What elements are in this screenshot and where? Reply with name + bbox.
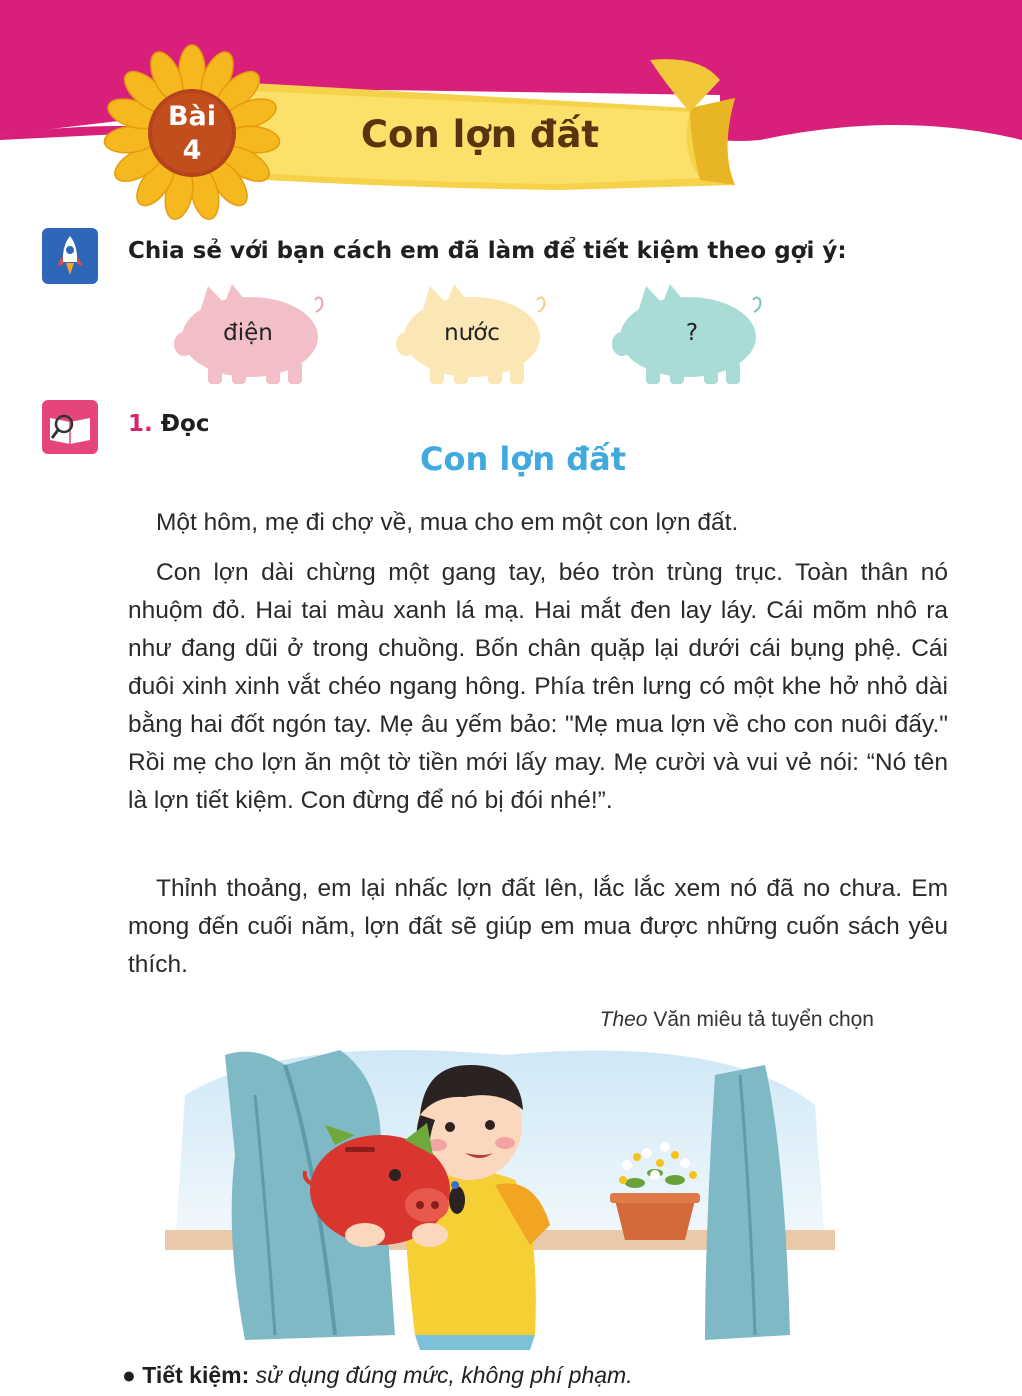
- reading-paragraph-1: Một hôm, mẹ đi chợ về, mua cho em một con lợn đất.: [156, 509, 739, 536]
- pig-label-electricity: điện: [223, 320, 273, 346]
- source-title: Văn miêu tả tuyển chọn: [653, 1008, 874, 1031]
- warmup-prompt: Chia sẻ với bạn cách em đã làm để tiết kiệm theo gợi ý:: [128, 238, 847, 264]
- section-title-reading: [128, 411, 209, 437]
- source-prefix: Theo: [599, 1008, 648, 1031]
- glossary-definition: sử dụng đúng mức, không phí phạm.: [255, 1362, 633, 1388]
- reading-paragraph-3: Thỉnh thoảng, em lại nhấc lợn đất lên, lắc lắc xem nó đã no chưa. Em mong đến cuối năm, lợn đất sẽ giúp em mua được những cuốn sách yêu thích.: [128, 875, 948, 978]
- section-number: 1.: [128, 411, 153, 437]
- lesson-number: 4: [182, 135, 202, 166]
- pig-label-water: nước: [444, 320, 500, 346]
- lesson-word: Bài: [167, 101, 217, 132]
- reading-title: Con lợn đất: [419, 440, 627, 478]
- pig-label-question: ?: [685, 320, 699, 346]
- illustration-girl-with-piggy-bank: [165, 1035, 835, 1350]
- lesson-badge: [150, 100, 234, 168]
- reading-source: [540, 1008, 874, 1032]
- book-magnifier-icon: [42, 400, 98, 454]
- glossary-term: Tiết kiệm:: [142, 1362, 250, 1388]
- glossary-note: [122, 1362, 633, 1389]
- section-label: Đọc: [160, 411, 210, 437]
- bullet-icon: ●: [122, 1362, 136, 1388]
- reading-paragraph-2: Con lợn dài chừng một gang tay, béo tròn trùng trục. Toàn thân nó nhuộm đỏ. Hai tai màu xanh lá mạ. Hai mắt đen lay láy. Cái mõm nhô ra như đang dũi ở trong chuồng. Bốn chân quặp lại dưới cái bụng phệ. Cái đuôi xinh xinh vắt chéo ngang hông. Phía trên lưng có một khe hở nhỏ dài bằng hai đốt ngón tay. Mẹ âu yếm bảo: "Mẹ mua lợn về cho con nuôi đấy." Rồi mẹ cho lợn ăn một tờ tiền mới lấy may. Mẹ cười và vui vẻ nói: “Nó tên là lợn tiết kiệm. Con đừng để nó bị đói nhé!”.: [128, 559, 948, 814]
- rocket-icon: [42, 228, 98, 284]
- lesson-title: Con lợn đất: [360, 113, 600, 156]
